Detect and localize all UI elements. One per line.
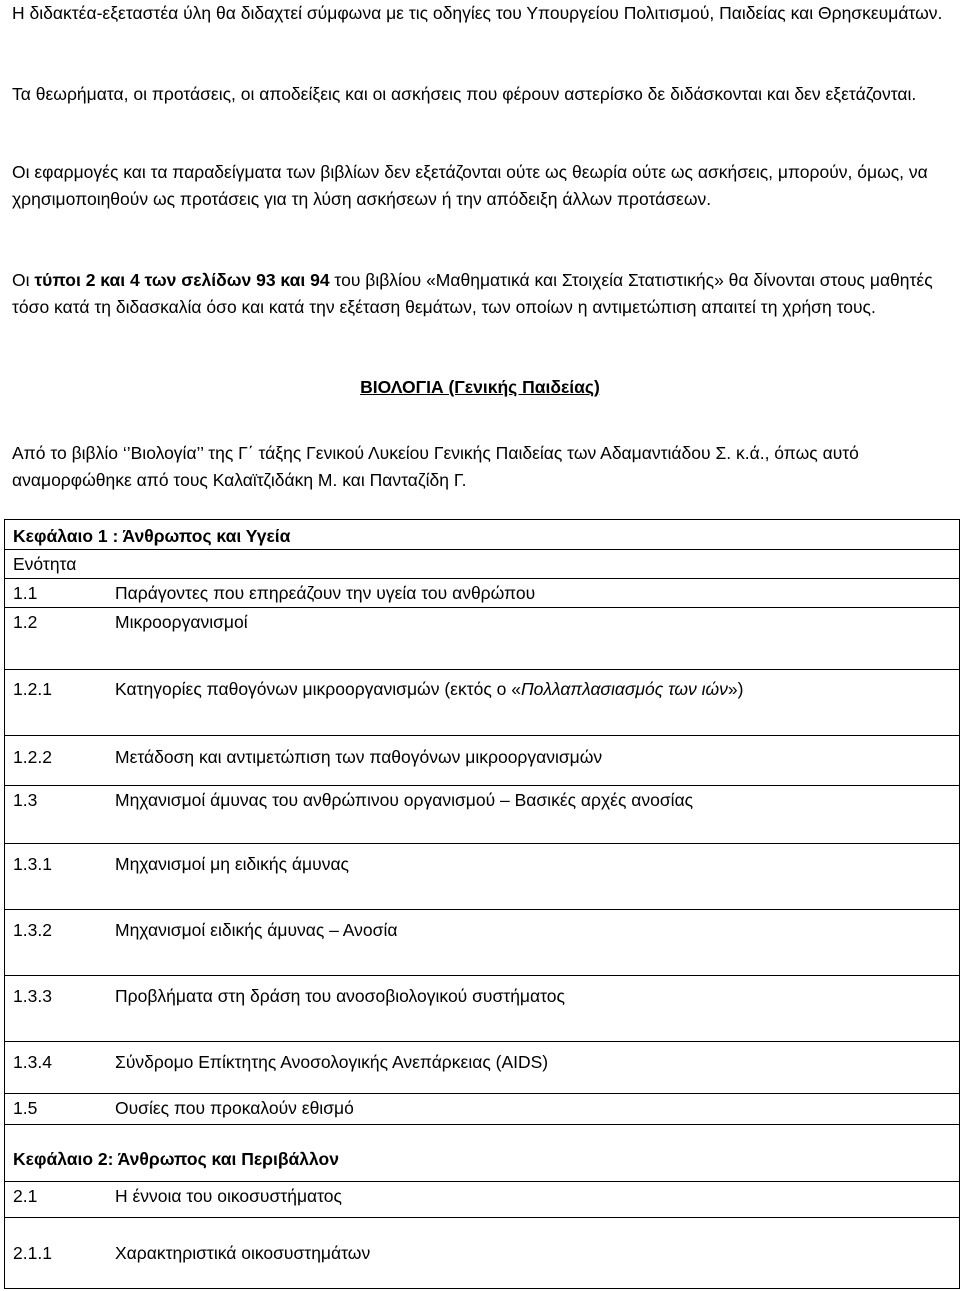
row-number: 1.2.2 [13,747,52,767]
row-label: Η έννοια του οικοσυστήματος [115,1186,342,1206]
row-number: 1.3 [13,790,38,810]
row-label: Παράγοντες που επηρεάζουν την υγεία του ανθρώπου [115,583,536,603]
row-number: 1.2 [13,612,38,632]
unit-header-row [5,549,959,578]
p4-text-b: του βιβλίου «Μαθηματικά και Στοιχεία Στατιστικής» θα δίνονται στους μαθητές τόσο κατά τη διδασκαλία όσο και κατά την εξέταση θεμάτων, των οποίων η αντιμετώπιση απαιτεί τη χρήση τους. [12,270,933,317]
table-row [5,1181,959,1216]
table-row [5,1093,959,1122]
table-row [5,785,959,842]
row-label: Μηχανισμοί μη ειδικής άμυνας [115,854,349,874]
row-label: Μικροοργανισμοί [115,612,248,632]
table-row [5,1041,959,1092]
row-number: 2.1.1 [13,1243,52,1263]
table-row [5,669,959,734]
intro-paragraph-4 [12,267,954,321]
toc-table [4,519,960,1289]
p4-text-a: Οι [12,270,35,290]
row-label: Προβλήματα στη δράση του ανοσοβιολογικού συστήματος [115,986,565,1006]
table-row [5,909,959,974]
p4-bold-text: τύποι 2 και 4 των σελίδων 93 και 94 [34,270,330,290]
intro-paragraph-3: Οι εφαρμογές και τα παραδείγματα των βιβλίων δεν εξετάζονται ούτε ως θεωρία ούτε ως ασκήσεις, μπορούν, όμως, να χρησιμοποιηθούν ως προτάσεις για τη λύση ασκήσεων ή την απόδειξη άλλων προτάσεων. [12,162,928,209]
table-row [5,1217,959,1288]
chapter-1-title: Κεφάλαιο 1 : Άνθρωπος και Υγεία [13,526,291,546]
label-part-b: ») [727,679,744,699]
row-label: Μετάδοση και αντιμετώπιση των παθογόνων μικροοργανισμών [115,747,603,767]
row-number: 1.1 [13,583,38,603]
chapter-2-title: Κεφάλαιο 2: Άνθρωπος και Περιβάλλον [13,1149,339,1169]
row-number: 1.3.3 [13,986,52,1006]
row-number: 1.3.1 [13,854,52,874]
row-number: 1.3.4 [13,1052,52,1072]
table-row [5,607,959,668]
table-row [5,578,959,607]
row-number: 1.2.1 [13,679,52,699]
chapter-1-row [5,519,959,548]
label-part-a: Κατηγορίες παθογόνων μικροοργανισμών (εκτός ο « [115,679,521,699]
row-number: 1.3.2 [13,920,52,940]
section-heading: ΒΙΟΛΟΓΙΑ (Γενικής Παιδείας) [360,377,600,397]
row-number: 2.1 [13,1186,38,1206]
row-label [115,670,743,708]
row-label: Μηχανισμοί ειδικής άμυνας – Ανοσία [115,920,398,940]
intro-paragraph-1: Η διδακτέα-εξεταστέα ύλη θα διδαχτεί σύμφωνα με τις οδηγίες του Υπουργείου Πολιτισμού, Παιδείας και Θρησκευμάτων. [12,3,943,23]
row-label: Χαρακτηριστικά οικοσυστημάτων [115,1243,371,1263]
unit-header: Ενότητα [13,554,77,574]
label-italic: Πολλαπλασιασμός των ιών [520,679,728,699]
intro-paragraph-2: Τα θεωρήματα, οι προτάσεις, οι αποδείξεις και οι ασκήσεις που φέρουν αστερίσκο δε διδάσκονται και δεν εξετάζονται. [12,84,917,104]
table-row [5,843,959,908]
row-label: Σύνδρομο Επίκτητης Ανοσολογικής Ανεπάρκειας (AIDS) [115,1052,549,1072]
source-paragraph: Από το βιβλίο ‘’Βιολογία’’ της Γ΄ τάξης Γενικού Λυκείου Γενικής Παιδείας των Αδαμαντιάδου Σ. κ.ά., όπως αυτό αναμορφώθηκε από τους Καλαϊτζιδάκη Μ. και Πανταζίδη Γ. [12,443,859,490]
row-label: Μηχανισμοί άμυνας του ανθρώπινου οργανισμού – Βασικές αρχές ανοσίας [115,790,694,810]
row-number: 1.5 [13,1098,38,1118]
row-label: Ουσίες που προκαλούν εθισμό [115,1098,354,1118]
chapter-2-row [5,1124,959,1181]
table-row [5,735,959,784]
table-row [5,975,959,1040]
